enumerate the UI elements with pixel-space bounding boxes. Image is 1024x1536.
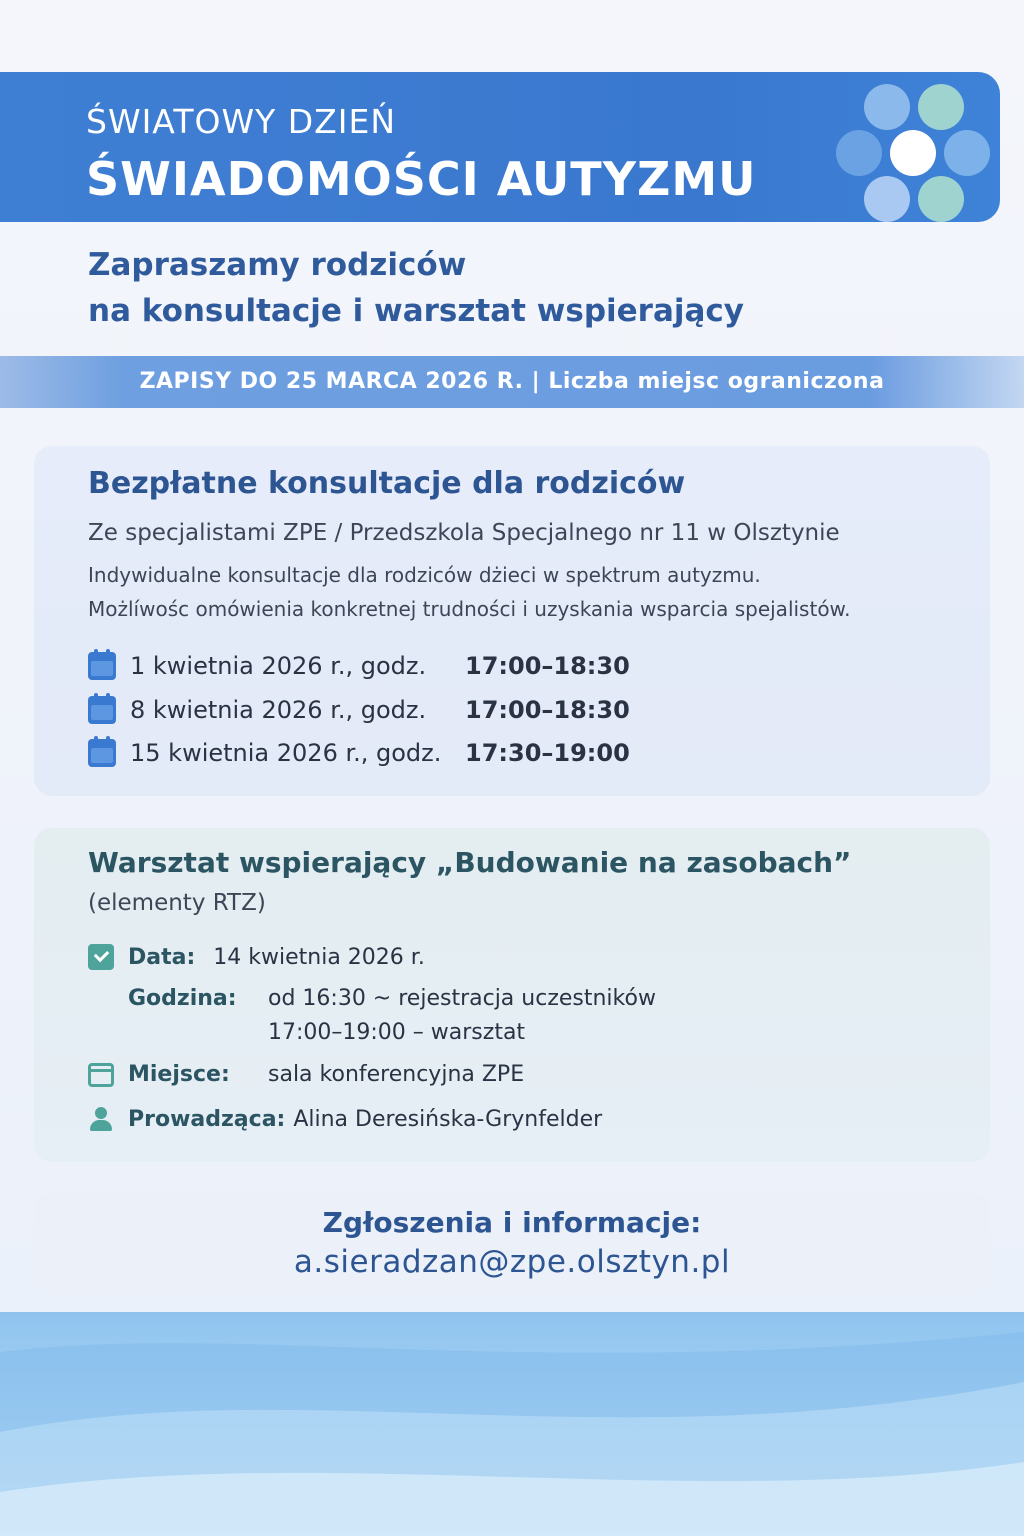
workshop-lead-row xyxy=(88,1106,602,1132)
workshop-time-value-2: 17:00–19:00 – warsztat xyxy=(268,1020,526,1045)
consultation-date-row xyxy=(88,736,630,770)
consultations-desc-2: Możlíwośc omówienia konkretnej trudności i uzyskania wsparcia spejalistów. xyxy=(88,597,851,621)
decorative-wave xyxy=(0,1312,1024,1536)
consultation-time: 17:00–18:30 xyxy=(465,652,630,680)
calendar-outline-icon xyxy=(88,1063,114,1087)
consultation-date: 1 kwietnia 2026 r., godz. xyxy=(130,652,427,680)
workshop-card xyxy=(34,828,990,1162)
workshop-lead-value: Alina Deresińska-Grynfelder xyxy=(293,1106,603,1132)
consultation-date-row xyxy=(88,649,630,683)
consultations-subtitle: Ze specjalistami ZPE / Przedszkola Specjalnego nr 11 w Olsztynie xyxy=(88,520,840,546)
workshop-time-row xyxy=(128,986,656,1011)
workshop-lead-label: Prowadząca: xyxy=(128,1106,286,1132)
workshop-time-label: Godzina: xyxy=(128,986,237,1011)
consultation-date: 15 kwietnia 2026 r., godz. xyxy=(130,739,442,767)
workshop-place-label: Miejsce: xyxy=(128,1062,230,1087)
calendar-check-icon xyxy=(88,944,114,970)
workshop-place-row xyxy=(88,1062,524,1087)
person-icon xyxy=(88,1106,114,1132)
header-banner xyxy=(0,72,1000,222)
contact-email-link[interactable]: a.sieradzan@zpe.olsztyn.pl xyxy=(293,1244,731,1280)
invitation-line2: na konsultacje i warsztat wspierający xyxy=(88,293,745,329)
workshop-date-value: 14 kwietnia 2026 r. xyxy=(213,944,425,970)
workshop-subtitle: (elementy RTZ) xyxy=(88,890,266,916)
contact-title: Zgłoszenia i informacje: xyxy=(322,1206,702,1239)
consultations-title: Bezpłatne konsultacje dla rodziców xyxy=(88,466,686,501)
calendar-icon xyxy=(88,696,116,724)
workshop-date-row xyxy=(88,944,425,970)
consultation-date-row xyxy=(88,693,630,727)
consultation-time: 17:00–18:30 xyxy=(465,696,630,724)
header-title: ŚWIADOMOŚCI AUTYZMU xyxy=(86,152,757,206)
logo-icon xyxy=(836,78,996,218)
consultations-desc-1: Indywidualne konsultacje dla rodziców dżieci w spektrum autyzmu. xyxy=(88,563,761,587)
workshop-time-value-1: od 16:30 ~ rejestracja uczestników xyxy=(268,986,656,1011)
workshop-place-value: sala konferencyjna ZPE xyxy=(268,1062,525,1087)
workshop-date-label: Data: xyxy=(128,944,196,970)
invitation-line1: Zapraszamy rodziców xyxy=(88,247,467,283)
consultation-date: 8 kwietnia 2026 r., godz. xyxy=(130,696,427,724)
invitation-text xyxy=(88,242,968,334)
consultation-time: 17:30–19:00 xyxy=(465,739,630,767)
header-line1: ŚWIATOWY DZIEŃ xyxy=(86,102,397,141)
calendar-icon xyxy=(88,652,116,680)
workshop-title: Warsztat wspierający „Budowanie na zasobach” xyxy=(88,846,852,879)
signup-deadline: ZAPISY DO 25 MARCA 2026 R. | Liczba miejsc ograniczona xyxy=(139,369,885,394)
consultations-card xyxy=(34,446,990,796)
calendar-icon xyxy=(88,739,116,767)
contact-card xyxy=(34,1194,990,1294)
wave-graphic xyxy=(0,1312,1024,1536)
workshop-time-row-2 xyxy=(268,1020,525,1045)
signup-band xyxy=(0,356,1024,408)
